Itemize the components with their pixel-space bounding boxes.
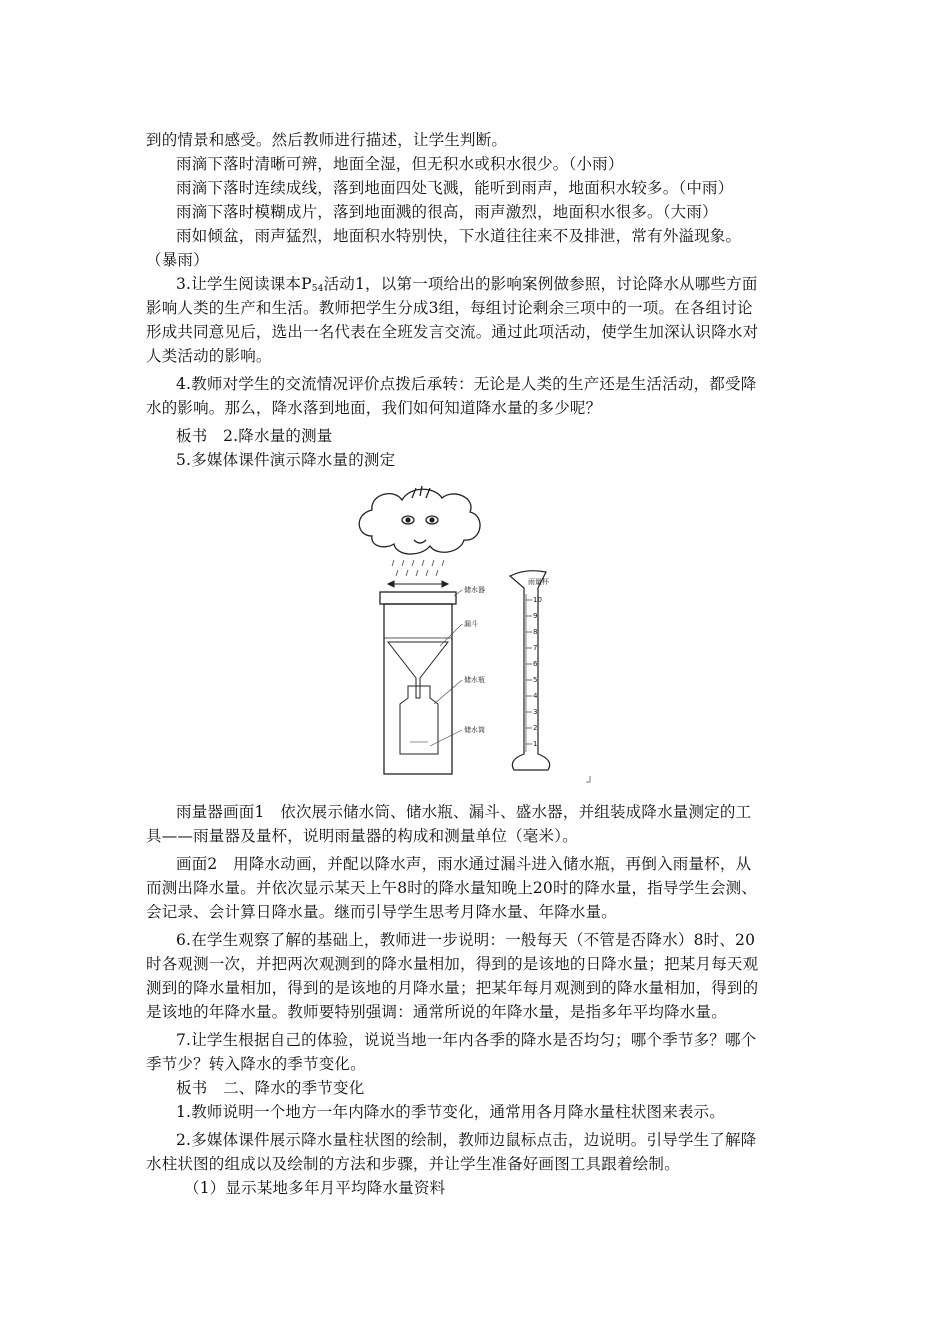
paragraph-activity-5: 5.多媒体课件演示降水量的测定 bbox=[176, 451, 396, 469]
board-heading: 板书 2.降水量的测量 bbox=[176, 427, 333, 445]
paragraph-moderate-rain: 雨滴下落时连续成线，落到地面四处飞溅，能听到雨声，地面积水较多。（中雨） bbox=[176, 179, 734, 197]
label-cup: 雨量杯 bbox=[528, 578, 549, 586]
board-heading: 板书 二、降水的季节变化 bbox=[176, 1079, 365, 1097]
paragraph-line: 到的情景和感受。然后教师进行描述，让学生判断。 bbox=[146, 131, 508, 149]
cup-scale bbox=[526, 600, 532, 744]
scale-mark: 5 bbox=[533, 676, 538, 684]
page-subscript: 54 bbox=[311, 284, 324, 294]
paragraph-rainstorm-tag: （暴雨） bbox=[146, 251, 209, 269]
paragraph-sub-step-1: （1）显示某地多年月平均降水量资料 bbox=[184, 1179, 446, 1197]
paragraph-line: 水柱状图的组成以及绘制的方法和步骤，并让学生准备好画图工具跟着绘制。 bbox=[146, 1155, 680, 1173]
rain-gauge-figure bbox=[350, 484, 600, 790]
paragraph-activity-7: 7.让学生根据自己的体验，说说当地一年内各季的降水是否均匀；哪个季节多？哪个 bbox=[176, 1031, 757, 1049]
paragraph-line: 季节少？转入降水的季节变化。 bbox=[146, 1055, 366, 1073]
paragraph-line: 人类活动的影响。 bbox=[146, 347, 272, 365]
label-collector: 储水器 bbox=[464, 586, 485, 594]
scale-mark: 4 bbox=[533, 692, 538, 700]
measuring-cup bbox=[510, 571, 550, 770]
text-segment: 3.让学生阅读课本P bbox=[176, 275, 312, 293]
return-mark-icon bbox=[586, 776, 590, 782]
paragraph-line: 具——雨量器及量杯，说明雨量器的构成和测量单位（毫米）。 bbox=[146, 827, 578, 845]
paragraph-line: 时各观测一次，并把两次观测到的降水量相加，得到的是该地的日降水量；把某月每天观 bbox=[146, 955, 759, 973]
label-funnel: 漏斗 bbox=[464, 620, 478, 628]
paragraph-line: 测到的降水量相加，得到的是该地的月降水量；把某年每月观测到的降水量相加，得到的 bbox=[146, 979, 759, 997]
paragraph-line: 会记录、会计算日降水量。继而引导学生思考月降水量、年降水量。 bbox=[146, 903, 618, 921]
text-segment: 活动1，以第一项给出的影响案例做参照，讨论降水从哪些方面 bbox=[323, 275, 758, 293]
paragraph-step-1: 1.教师说明一个地方一年内降水的季节变化，通常用各月降水量柱状图来表示。 bbox=[176, 1103, 725, 1121]
rain-drops bbox=[392, 560, 444, 576]
paragraph-activity-4: 4.教师对学生的交流情况评价点拨后承转：无论是人类的生产还是生活活动，都受降 bbox=[176, 375, 757, 393]
paragraph-screen-2: 画面2 用降水动画，并配以降水声，雨水通过漏斗进入储水瓶，再倒入雨量杯，从 bbox=[176, 855, 752, 873]
scale-mark: 6 bbox=[533, 660, 538, 668]
paragraph-activity-6: 6.在学生观察了解的基础上，教师进一步说明：一般每天（不管是否降水）8时、20 bbox=[176, 931, 756, 949]
cloud-icon bbox=[359, 486, 480, 554]
scale-mark: 8 bbox=[533, 628, 538, 636]
scale-mark: 2 bbox=[533, 724, 538, 732]
paragraph-rainstorm: 雨如倾盆，雨声猛烈，地面积水特别快，下水道往往来不及排泄，常有外溢现象。 bbox=[176, 227, 742, 245]
diameter-arrow bbox=[388, 581, 448, 587]
paragraph-step-2: 2.多媒体课件展示降水量柱状图的绘制，教师边鼠标点击，边说明。引导学生了解降 bbox=[176, 1131, 757, 1149]
paragraph-line: 而测出降水量。并依次显示某天上午8时的降水量知晚上20时的降水量，指导学生会测、 bbox=[146, 879, 758, 897]
paragraph-line: 形成共同意见后，选出一名代表在全班发言交流。通过此项活动，使学生加深认识降水对 bbox=[146, 323, 759, 341]
paragraph-screen-1: 雨量器画面1 依次展示储水筒、储水瓶、漏斗、盛水器，并组装成降水量测定的工 bbox=[176, 803, 752, 821]
scale-mark: 9 bbox=[533, 612, 538, 620]
paragraph-heavy-rain: 雨滴下落时模糊成片，落到地面溅的很高，雨声激烈，地面积水很多。（大雨） bbox=[176, 203, 718, 221]
scale-mark: 7 bbox=[533, 644, 538, 652]
leader-lines bbox=[430, 590, 462, 746]
scale-mark: 3 bbox=[533, 708, 538, 716]
label-bottle: 储水瓶 bbox=[464, 676, 485, 684]
paragraph-line: 影响人类的生产和生活。教师把学生分成3组，每组讨论剩余三项中的一项。在各组讨论 bbox=[146, 299, 753, 317]
scale-mark: 1 bbox=[533, 740, 538, 748]
paragraph-line: 是该地的年降水量。教师要特别强调：通常所说的年降水量，是指多年平均降水量。 bbox=[146, 1003, 727, 1021]
paragraph-line: 水的影响。那么，降水落到地面，我们如何知道降水量的多少呢？ bbox=[146, 399, 602, 417]
label-cylinder: 储水筒 bbox=[464, 726, 485, 734]
scale-mark: 10 bbox=[533, 596, 542, 604]
rain-gauge-cylinder bbox=[380, 592, 456, 774]
paragraph-light-rain: 雨滴下落时清晰可辨，地面全湿，但无积水或积水很少。（小雨） bbox=[176, 155, 624, 173]
